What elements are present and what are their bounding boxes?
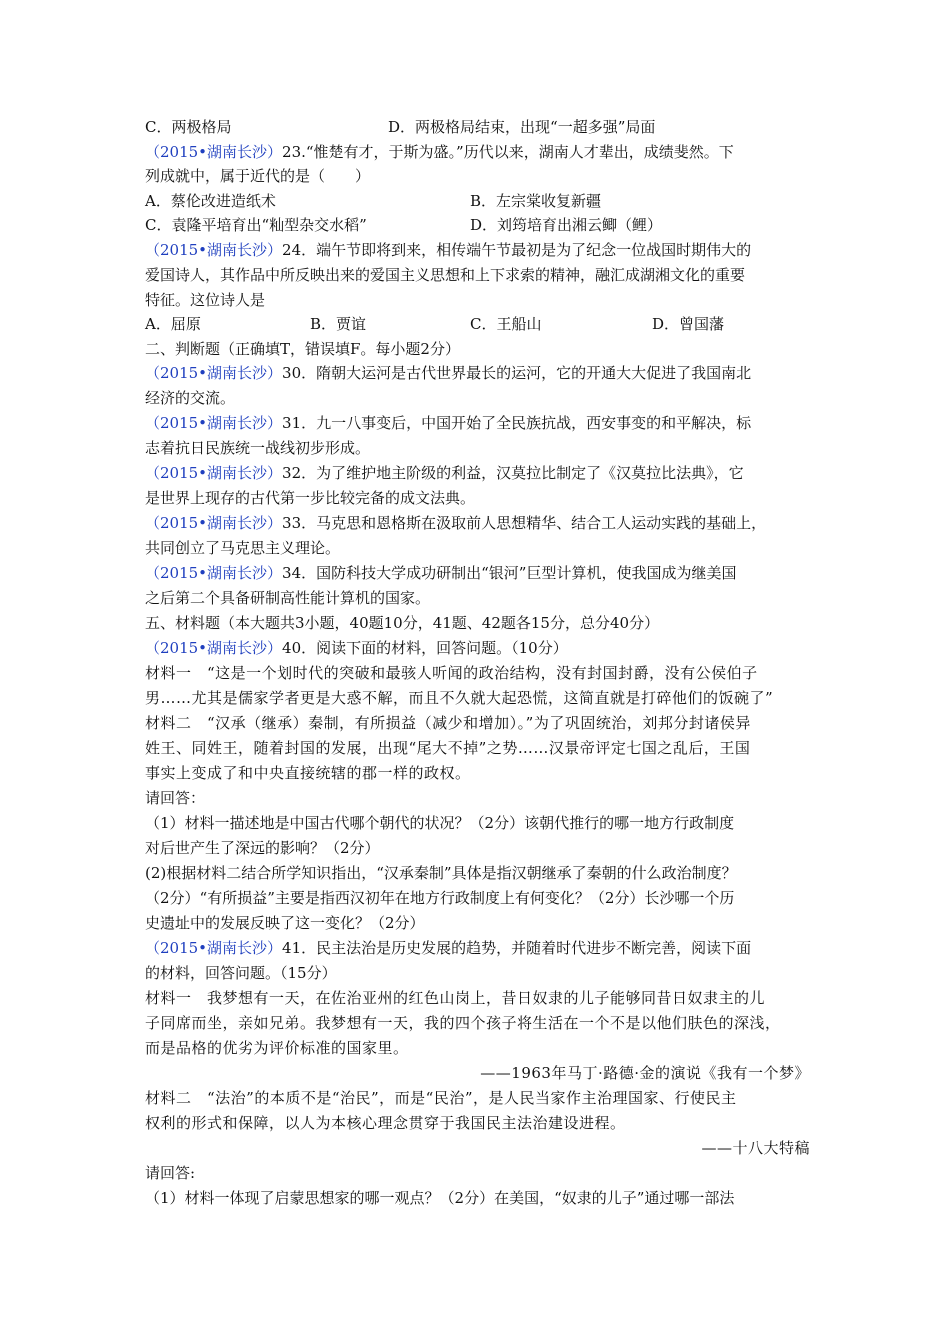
q40-question-2-line-1: (2)根据材料二结合所学知识指出，“汉承秦制”具体是指汉朝继承了秦朝的什么政治制度？	[145, 864, 737, 882]
q41-material-2-citation: ——十八大特稿	[701, 1139, 810, 1157]
q34-stem-line-1	[145, 561, 810, 585]
q22-option-d: D．两极格局结束，出现“一超多强”局面	[388, 118, 656, 136]
q32-stem-line-1	[145, 461, 810, 485]
q32-source: （2015•湖南长沙）	[145, 464, 283, 482]
q24-option-b: B．贾谊	[310, 315, 367, 333]
q24-option-a: A．屈原	[145, 315, 201, 333]
q41-stem-line-1	[145, 936, 810, 960]
section-2-heading: 二、判断题（正确填T，错误填F。每小题2分）	[145, 340, 460, 358]
q40-prompt: 请回答：	[145, 789, 206, 807]
q24-source: （2015•湖南长沙）	[145, 241, 283, 259]
q40-question-1-line-1: （1）材料一描述地是中国古代哪个朝代的状况？（2分）该朝代推行的哪一地方行政制度	[145, 814, 735, 832]
q41-material-1-citation: ——1963年马丁·路德·金的演说《我有一个梦》	[480, 1064, 810, 1082]
q31-stem-line-1	[145, 411, 810, 435]
q41-material-1-line-2: 子同席而坐，亲如兄弟。我梦想有一天，我的四个孩子将生活在一个不是以他们肤色的深浅，	[145, 1014, 781, 1032]
q22-option-c: C．两极格局	[145, 118, 232, 136]
q32-stem-text: 32．为了维护地主阶级的利益，汉莫拉比制定了《汉莫拉比法典》，它	[282, 464, 744, 482]
q41-material-2-line-2: 权利的形式和保障，以人为本核心理念贯穿于我国民主法治建设进程。	[145, 1114, 626, 1132]
q40-question-2-line-2: （2分）“有所损益”主要是指西汉初年在地方行政制度上有何变化？（2分）长沙哪一个历	[145, 889, 735, 907]
q40-material-1-line-2: 男……尤其是儒家学者更是大惑不解，而且不久就大起恐慌，这简直就是打碎他们的饭碗了”	[145, 689, 774, 707]
q34-source: （2015•湖南长沙）	[145, 564, 283, 582]
q33-stem-line-2: 共同创立了马克思主义理论。	[145, 539, 341, 557]
q40-stem	[145, 636, 810, 660]
q34-stem-line-2: 之后第二个具备研制高性能计算机的国家。	[145, 589, 431, 607]
q41-question-1-line-1: （1）材料一体现了启蒙思想家的哪一观点？（2分）在美国，“奴隶的儿子”通过哪一部法	[145, 1189, 735, 1207]
q40-stem-text: 40．阅读下面的材料，回答问题。（10分）	[282, 639, 568, 657]
q33-stem-line-1	[145, 511, 810, 535]
q24-option-d: D．曾国藩	[652, 315, 725, 333]
q40-material-2-line-3: 事实上变成了和中央直接统辖的郡一样的政权。	[145, 764, 471, 782]
q23-option-a: A．蔡伦改进造纸术	[145, 192, 276, 210]
q40-source: （2015•湖南长沙）	[145, 639, 283, 657]
q31-stem-text: 31．九一八事变后，中国开始了全民族抗战，西安事变的和平解决，标	[282, 414, 752, 432]
q24-stem-line-1	[145, 238, 810, 262]
q24-option-c: C．王船山	[470, 315, 542, 333]
q41-stem-text: 41．民主法治是历史发展的趋势，并随着时代进步不断完善，阅读下面	[282, 939, 752, 957]
q33-stem-text: 33．马克思和恩格斯在汲取前人思想精华、结合工人运动实践的基础上，	[282, 514, 767, 532]
q34-stem-text: 34．国防科技大学成功研制出“银河”巨型计算机，使我国成为继美国	[282, 564, 737, 582]
q30-stem-line-1	[145, 361, 810, 385]
q41-stem-line-2: 的材料，回答问题。（15分）	[145, 964, 337, 982]
q23-source: （2015•湖南长沙）	[145, 143, 283, 161]
q41-material-2-line-1: 材料二 “法治”的本质不是“治民”，而是“民治”，是人民当家作主治理国家、行使民主	[145, 1089, 737, 1107]
q40-material-1-line-1: 材料一 “这是一个划时代的突破和最骇人听闻的政治结构，没有封国封爵，没有公侯伯子	[145, 664, 758, 682]
section-5-heading: 五、材料题（本大题共3小题，40题10分，41题、42题各15分，总分40分）	[145, 614, 660, 632]
q40-material-2-line-1: 材料二 “汉承（继承）秦制，有所损益（减少和增加）。”为了巩固统治，刘邦分封诸侯异	[145, 714, 751, 732]
q32-stem-line-2: 是世界上现存的古代第一步比较完备的成文法典。	[145, 489, 476, 507]
q23-option-c: C．袁隆平培育出“籼型杂交水稻”	[145, 216, 367, 234]
q24-stem-text: 24．端午节即将到来，相传端午节最初是为了纪念一位战国时期伟大的	[282, 241, 752, 259]
q40-question-2-line-3: 史遗址中的发展反映了这一变化？（2分）	[145, 914, 425, 932]
q41-material-1-line-3: 而是品格的优劣为评价标准的国家里。	[145, 1039, 409, 1057]
q41-source: （2015•湖南长沙）	[145, 939, 283, 957]
q23-stem-text: 23.“惟楚有才，于斯为盛。”历代以来，湖南人才辈出，成绩斐然。下	[282, 143, 734, 161]
q24-stem-line-2: 爱国诗人，其作品中所反映出来的爱国主义思想和上下求索的精神，融汇成湖湘文化的重要	[145, 266, 746, 284]
q30-source: （2015•湖南长沙）	[145, 364, 283, 382]
q30-stem-text: 30．隋朝大运河是古代世界最长的运河，它的开通大大促进了我国南北	[282, 364, 752, 382]
q33-source: （2015•湖南长沙）	[145, 514, 283, 532]
q30-stem-line-2: 经济的交流。	[145, 389, 236, 407]
q41-material-1-line-1: 材料一 我梦想有一天，在佐治亚州的红色山岗上，昔日奴隶的儿子能够同昔日奴隶主的儿	[145, 989, 766, 1007]
q23-stem-line-2: 列成就中，属于近代的是（ ）	[145, 167, 371, 185]
q41-prompt: 请回答:	[145, 1164, 196, 1182]
q40-question-1-line-2: 对后世产生了深远的影响？（2分）	[145, 839, 380, 857]
q23-stem-line-1	[145, 140, 810, 164]
q23-option-d: D．刘筠培育出湘云鲫（鲤）	[470, 216, 663, 234]
q24-stem-line-3: 特征。这位诗人是	[145, 291, 266, 309]
q40-material-2-line-2: 姓王、同姓王，随着封国的发展，出现“尾大不掉”之势……汉景帝评定七国之乱后，王国	[145, 739, 751, 757]
q31-stem-line-2: 志着抗日民族统一战线初步形成。	[145, 439, 371, 457]
q31-source: （2015•湖南长沙）	[145, 414, 283, 432]
q23-option-b: B．左宗棠收复新疆	[470, 192, 602, 210]
